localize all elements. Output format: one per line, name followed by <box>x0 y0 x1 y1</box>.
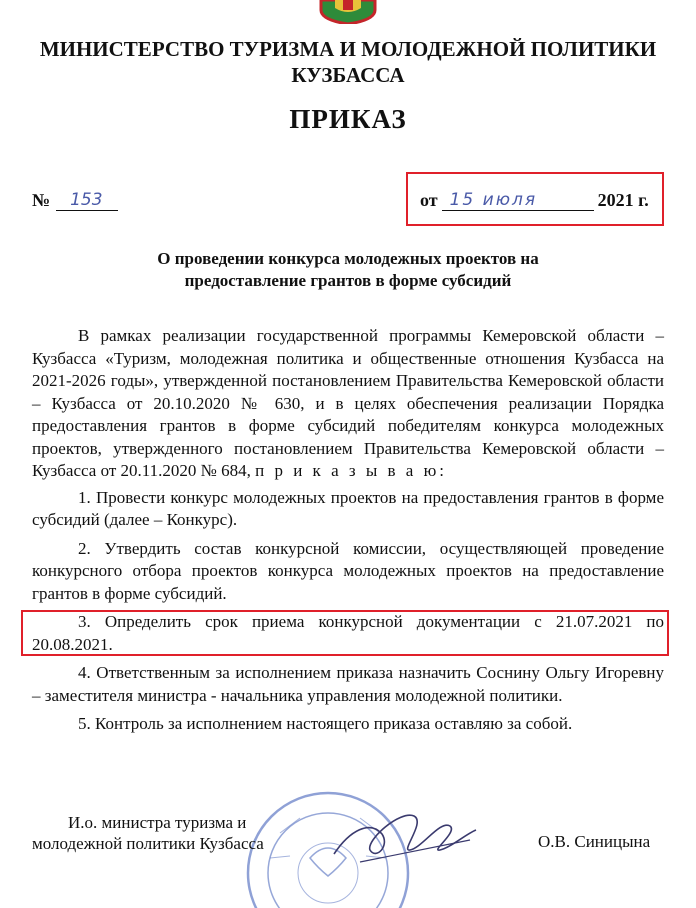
order-title: ПРИКАЗ <box>289 104 407 134</box>
order-item-2: 2. Утвердить состав конкурсной комиссии, осуществляющей проведение конкурсного отбора проектов конкурса молодежных проектов на предоставление грантов в форме субсидий. <box>32 538 664 603</box>
subject-line-1: О проведении конкурса молодежных проектов на <box>157 249 539 268</box>
order-number <box>32 188 118 211</box>
ministry-line-2: КУЗБАССА <box>291 63 405 87</box>
order-subject <box>0 248 696 292</box>
handwritten-signature-icon <box>330 790 480 870</box>
order-item-5: 5. Контроль за исполнением настоящего приказа оставляю за собой. <box>78 714 573 733</box>
position-line-2: молодежной политики Кузбасса <box>32 834 264 853</box>
ministry-heading <box>0 36 696 88</box>
preamble-text: В рамках реализации государственной программы Кемеровской области – Кузбасса «Туризм, молодежная политика и общественные отношения Кузбасса на 2021-2026 годы», утвержденной постановлением Правительства Кемеровской области – Кузбасса от 20.10.2020 № 630, и в целях обеспечения реализации Порядка предоставления грантов в форме субсидий победителям конкурса молодежных проектов, утвержденного постановлением Правительства Кемеровской области – Кузбасса от 20.11.2020 № 684, <box>32 326 664 480</box>
number-prefix: № <box>32 190 51 210</box>
order-date <box>420 188 649 211</box>
preamble <box>32 325 664 483</box>
order-item-1: 1. Провести конкурс молодежных проектов на предоставления грантов в форме субсидий (далее – Конкурс). <box>32 487 664 529</box>
signatory-position <box>32 812 264 854</box>
order-body <box>32 325 664 742</box>
position-line-1: И.о. министра туризма и <box>68 813 247 832</box>
date-prefix: от <box>420 190 438 210</box>
order-item-3: 3. Определить срок приема конкурсной документации с 21.07.2021 по 20.08.2021. <box>32 612 664 654</box>
date-field <box>442 188 594 211</box>
date-handwritten: 15 июля <box>449 190 538 210</box>
signatory-name: О.В. Синицына <box>538 832 651 851</box>
order-item-4: 4. Ответственным за исполнением приказа назначить Соснину Ольгу Игоревну – заместителя министра - начальника управления молодежной политики. <box>32 663 664 705</box>
number-field <box>56 188 118 211</box>
item-3-highlight-box <box>21 610 669 656</box>
coat-of-arms-icon <box>315 0 381 24</box>
order-word: п р и к а з ы в а ю: <box>255 461 447 480</box>
number-handwritten: 153 <box>70 190 103 210</box>
date-suffix: 2021 г. <box>597 190 649 210</box>
ministry-line-1: МИНИСТЕРСТВО ТУРИЗМА И МОЛОДЕЖНОЙ ПОЛИТИКИ <box>39 37 657 61</box>
subject-line-2: предоставление грантов в форме субсидий <box>184 271 512 290</box>
